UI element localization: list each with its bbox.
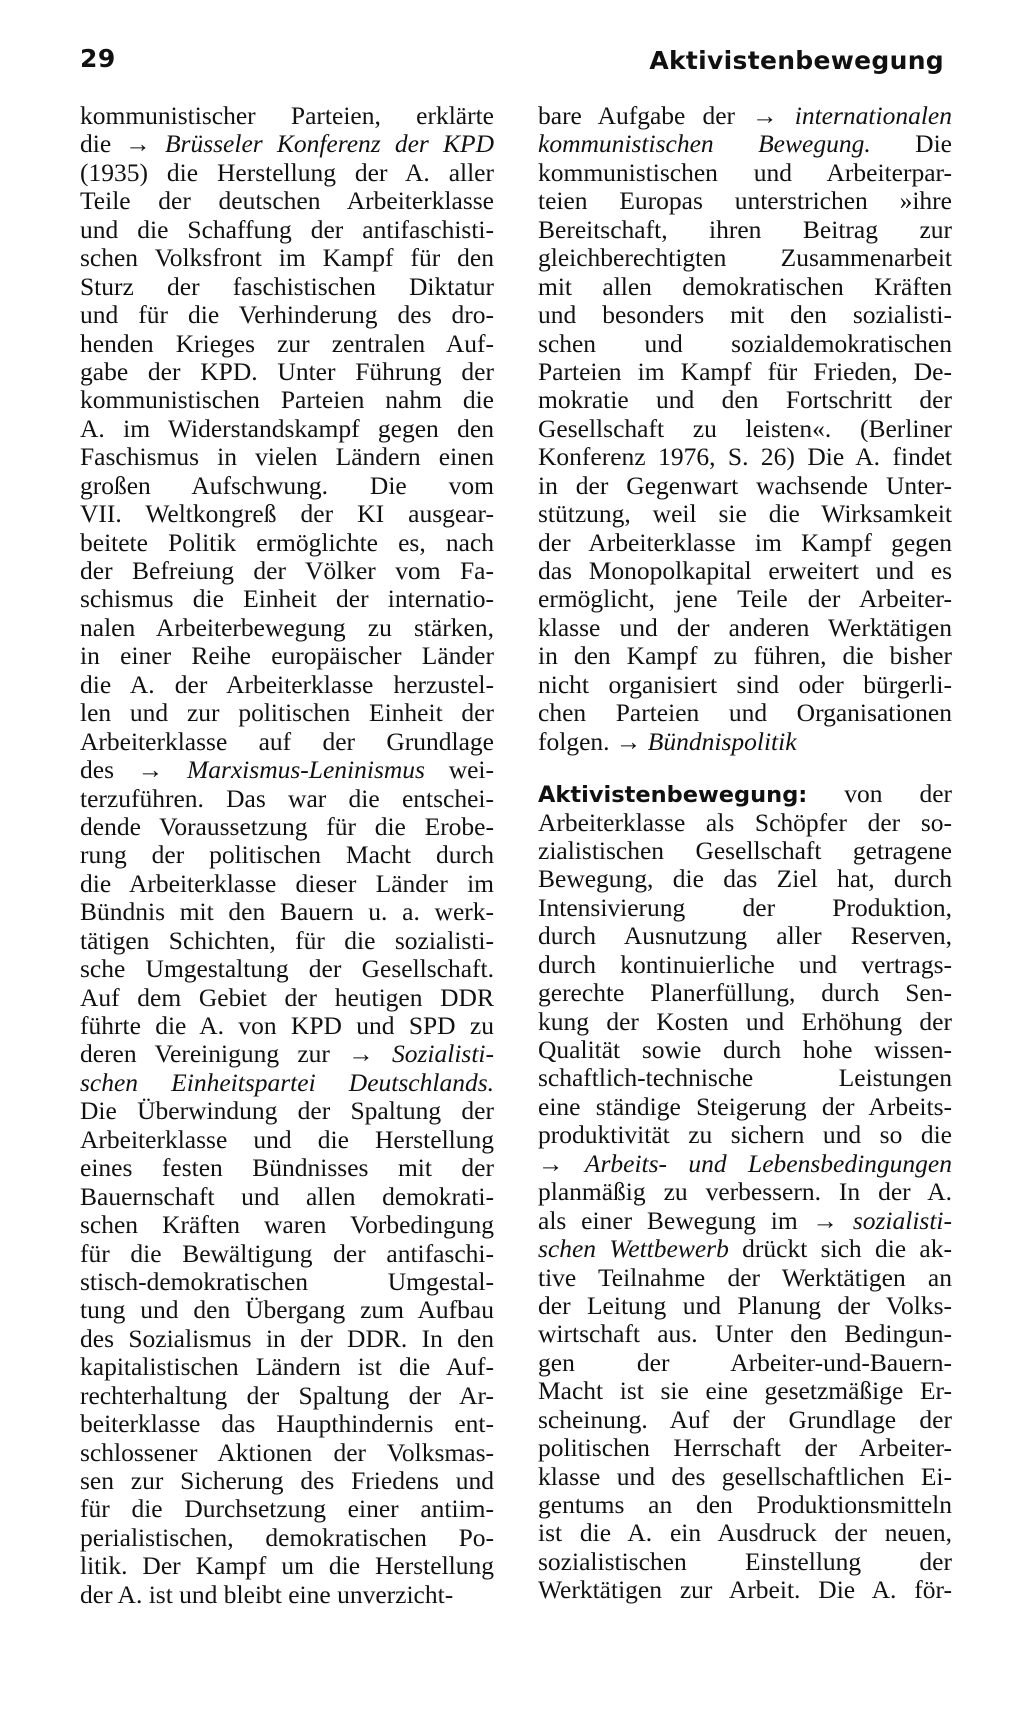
text-line [80,386,494,414]
text-line [538,301,952,329]
line-text: Intensivierung der Produktion, [538,892,952,922]
text-line [538,809,952,837]
text-line [538,330,952,358]
text-line [538,187,952,215]
line-text: Macht ist sie eine gesetzmäßige Er- [538,1376,952,1406]
text-line [80,301,494,329]
line-text: der Befreiung der Völker vom Fa- [80,556,494,585]
text-line [80,1268,494,1296]
line-text: in einer Reihe europäischer Länder [80,641,494,671]
text-line [80,187,494,215]
text-line [538,1519,952,1547]
line-text: die Arbeiterklasse dieser Länder im [80,868,494,898]
line-text: schen Kräften waren Vorbedingung [80,1210,494,1240]
text-line [538,1178,952,1206]
cross-reference-text: Arbeits- und Lebensbedingungen [584,1148,952,1178]
line-text: und die Schaffung der antifaschisti- [80,214,494,244]
text-line [538,529,952,557]
entry-aktivistenbewegung [538,780,952,1605]
line-text: Bauernschaft und allen demokrati- [80,1181,494,1211]
line-text: sen zur Sicherung des Friedens und [80,1466,494,1495]
line-text: dende Voraussetzung für die Erobe- [80,811,494,841]
text-line [80,1154,494,1182]
text-line [538,358,952,386]
text-line [80,927,494,955]
line-text: beiterklasse das Haupthindernis ent- [80,1409,494,1439]
text-line [80,557,494,585]
text-line [80,500,494,528]
line-text: Teile der deutschen Arbeiterklasse [80,186,494,216]
cross-reference-text: Brüsseler Konferenz der KPD [164,129,494,159]
line-text: als einer Bewegung im → [538,1205,853,1235]
text-line [538,557,952,585]
line-text: deren Vereinigung zur → [80,1039,392,1069]
line-text: in der Gegenwart wachsende Unter- [538,470,952,500]
entry-gap [538,756,952,780]
line-text: terzuführen. Das war die entschei- [80,783,494,813]
line-text: für die Bewältigung der antifaschi- [80,1238,494,1268]
line-text: tätigen Schichten, für die sozialisti- [80,925,494,955]
line-text: eine ständige Steigerung der Arbeits- [538,1091,952,1121]
line-text: Bewegung, die das Ziel hat, durch [538,864,952,894]
text-line [80,1467,494,1495]
text-line [538,244,952,272]
text-line [538,216,952,244]
text-line [80,244,494,272]
line-text: nicht organisiert sind oder bürgerli- [538,669,952,699]
text-line [80,1040,494,1068]
text-line [80,102,494,130]
continued-entry-text [538,102,952,756]
line-text: Qualität sowie durch hohe wissen- [538,1035,952,1064]
text-line [80,614,494,642]
text-line [538,671,952,699]
line-text: gabe der KPD. Unter Führung der [80,356,494,386]
text-line [80,1211,494,1239]
text-line [80,1439,494,1467]
line-text: scheinung. Auf der Grundlage der [538,1404,952,1434]
line-text: schaftlich-technische Leistungen [538,1063,952,1093]
line-text: klasse und des gesellschaftlichen Ei- [538,1461,952,1491]
line-text: kommunistischen und Arbeiterpar- [538,157,952,187]
line-text: stisch-demokratischen Umgestal- [80,1266,494,1296]
line-text: kapitalistischen Ländern ist die Auf- [80,1352,494,1382]
text-line [538,728,952,756]
text-line [80,130,494,158]
line-text: sozialistischen Einstellung der [538,1546,952,1576]
cross-reference-text: kommunistischen Bewegung. [538,129,871,159]
line-text: rung der politischen Macht durch [80,840,494,870]
text-line [538,865,952,893]
line-text: des → [80,755,187,785]
text-line [80,1012,494,1040]
text-line [538,1548,952,1576]
text-line [80,699,494,727]
line-text: ist die A. ein Ausdruck der neuen, [538,1518,952,1548]
text-line [538,1121,952,1149]
text-line [538,386,952,414]
line-text: mokratie und den Fortschritt der [538,385,952,415]
line-text: perialistischen, demokratischen Po- [80,1522,494,1552]
text-line [80,1296,494,1324]
text-line [80,1382,494,1410]
line-text: chen Parteien und Organisationen [538,698,952,728]
line-text: Arbeiterklasse als Schöpfer der so- [538,807,952,837]
line-text: kommunistischer Parteien, erklärte [80,101,494,130]
text-line [538,1093,952,1121]
text-line [538,443,952,471]
text-line [538,1576,952,1604]
text-line [80,159,494,187]
text-line [80,870,494,898]
text-line [538,1434,952,1462]
text-line [538,642,952,670]
line-text: der Arbeiterklasse im Kampf gegen [538,527,952,557]
line-text: politischen Herrschaft der Arbeiter- [538,1433,952,1463]
text-line [80,955,494,983]
line-text: drückt sich die ak- [728,1234,952,1264]
text-line [80,358,494,386]
text-line [538,1008,952,1036]
line-text: stützung, weil sie die Wirksamkeit [538,499,952,529]
text-line [538,837,952,865]
text-line [80,585,494,613]
left-column [80,102,494,1609]
text-line [80,1069,494,1097]
entry-headword: Aktivistenbewegung: [538,782,808,809]
text-line [538,780,952,808]
text-line [538,1150,952,1178]
cross-reference-text: schen Einheitspartei Deutschlands. [80,1067,494,1097]
line-text: Die [870,129,952,159]
text-line [538,1064,952,1092]
line-text: schen Volksfront im Kampf für den [80,243,494,273]
line-text: Gesellschaft zu leisten«. (Berliner [538,413,952,443]
text-line [538,979,952,1007]
text-line [80,813,494,841]
text-line [80,1325,494,1353]
cross-reference-text: internationalen [794,101,952,130]
line-text: gen der Arbeiter-und-Bauern- [538,1347,952,1377]
line-text: und besonders mit den sozialisti- [538,300,952,330]
text-line [80,728,494,756]
page-number: 29 [80,44,116,73]
text-line [538,415,952,443]
line-text: litik. Der Kampf um die Herstellung [80,1551,494,1581]
line-text: die A. der Arbeiterklasse herzustel- [80,669,494,699]
text-line [538,922,952,950]
text-line [80,984,494,1012]
text-line [538,1491,952,1519]
line-text: Sturz der faschistischen Diktatur [80,271,494,301]
text-line [80,216,494,244]
text-line [80,756,494,784]
line-text: Arbeiterklasse auf der Grundlage [80,726,494,756]
line-text: schlossener Aktionen der Volksmas- [80,1437,494,1467]
line-text: folgen. → [538,726,648,756]
line-text: (1935) die Herstellung der A. aller [80,157,494,187]
text-line [80,1097,494,1125]
line-text: in den Kampf zu führen, die bisher [538,641,952,671]
line-text: gerechte Planerfüllung, durch Sen- [538,978,952,1008]
text-line [538,1320,952,1348]
line-text: Bereitschaft, ihren Beitrag zur [538,214,952,244]
line-text: gleichberechtigten Zusammenarbeit [538,243,952,273]
line-text: sche Umgestaltung der Gesellschaft. [80,954,494,984]
text-line [80,1552,494,1580]
cross-reference-text: Sozialisti- [391,1039,494,1069]
line-text: Bündnis mit den Bauern u. a. werk- [80,897,494,927]
text-line [80,1126,494,1154]
line-text: Faschismus in vielen Ländern einen [80,442,494,472]
text-line [80,273,494,301]
cross-reference-text: schen Wettbewerb [538,1234,729,1264]
text-line [538,1207,952,1235]
line-text: der A. ist und bleibt eine unverzicht- [80,1579,454,1609]
text-line [538,273,952,301]
text-line [538,894,952,922]
line-text: wei- [424,755,495,785]
text-line [538,951,952,979]
line-text: kung der Kosten und Erhöhung der [538,1006,952,1036]
line-text: großen Aufschwung. Die vom [80,470,494,500]
text-line [80,443,494,471]
line-text: und für die Verhinderung des dro- [80,300,494,330]
line-text: planmäßig zu verbessern. In der A. [538,1177,952,1207]
line-text: Konferenz 1976, S. 26) Die A. findet [538,442,952,472]
text-line [538,130,952,158]
line-text: tung und den Übergang zum Aufbau [80,1295,494,1325]
text-line [538,500,952,528]
text-line [538,159,952,187]
line-text: Werktätigen zur Arbeit. Die A. för- [538,1575,952,1605]
text-line [80,785,494,813]
line-text: schismus die Einheit der internatio- [80,584,494,614]
text-line [538,1036,952,1064]
text-line [80,415,494,443]
text-line [80,841,494,869]
text-line [80,1240,494,1268]
line-text: ermöglicht, jene Teile der Arbeiter- [538,584,952,614]
running-title: Aktivistenbewegung [649,46,944,75]
text-line [80,1495,494,1523]
right-column [538,102,952,1605]
line-text: beitete Politik ermöglichte es, nach [80,527,494,557]
text-line [538,699,952,727]
line-text: kommunistischen Parteien nahm die [80,385,494,415]
line-text: zialistischen Gesellschaft getragene [538,835,952,865]
text-line [538,1406,952,1434]
line-text: produktivität zu sichern und so die [538,1120,952,1150]
text-line [538,1292,952,1320]
line-text: rechterhaltung der Spaltung der Ar- [80,1380,494,1410]
line-text: führte die A. von KPD und SPD zu [80,1011,494,1040]
text-line [80,529,494,557]
line-text: tive Teilnahme der Werktätigen an [538,1262,952,1292]
line-text: henden Krieges zur zentralen Auf- [80,328,494,358]
text-line [538,1264,952,1292]
text-line [80,330,494,358]
text-line [80,1524,494,1552]
text-line [538,1463,952,1491]
line-text: Parteien im Kampf für Frieden, De- [538,356,952,386]
text-line [538,585,952,613]
text-line [538,1235,952,1263]
line-text: VII. Weltkongreß der KI ausgear- [80,499,494,529]
line-text: klasse und der anderen Werktätigen [538,612,952,642]
text-line [80,1581,494,1609]
line-text: für die Durchsetzung einer antiim- [80,1494,494,1524]
text-line [80,472,494,500]
line-text: der Leitung und Planung der Volks- [538,1290,952,1320]
line-text: nalen Arbeiterbewegung zu stärken, [80,612,494,642]
cross-reference-text: Marxismus-Leninismus [186,755,425,785]
line-text: schen und sozialdemokratischen [538,328,952,358]
text-line [80,1353,494,1381]
line-text: bare Aufgabe der → [538,101,795,130]
line-text: durch Ausnutzung aller Reserven, [538,921,952,951]
text-line [538,614,952,642]
text-line [538,102,952,130]
cross-reference-text: sozialisti- [852,1205,952,1235]
text-line [80,1410,494,1438]
text-line [538,472,952,500]
line-text: durch kontinuierliche und vertrags- [538,949,952,979]
line-text: Auf dem Gebiet der heutigen DDR [80,982,494,1012]
text-line [80,671,494,699]
line-text: Arbeiterklasse und die Herstellung [80,1124,494,1154]
line-text: das Monopolkapital erweitert und es [538,556,952,585]
line-text: A. im Widerstandskampf gegen den [80,413,494,443]
line-text: wirtschaft aus. Unter den Bedingun- [538,1319,952,1349]
line-text: Die Überwindung der Spaltung der [80,1096,494,1126]
cross-reference-text: Bündnispolitik [647,726,797,756]
text-line [538,1377,952,1405]
text-line [80,898,494,926]
text-line [80,642,494,670]
line-text: eines festen Bündnisses mit der [80,1153,494,1183]
line-text: die → [80,129,165,159]
text-line [538,1349,952,1377]
text-line [80,1183,494,1211]
line-text: von der [807,779,952,809]
line-text: mit allen demokratischen Kräften [538,271,952,301]
line-text: des Sozialismus in der DDR. In den [80,1323,494,1353]
line-text: gentums an den Produktionsmitteln [538,1490,952,1519]
line-text: → [538,1148,585,1178]
line-text: teien Europas unterstrichen »ihre [538,186,952,216]
line-text: len und zur politischen Einheit der [80,698,494,728]
